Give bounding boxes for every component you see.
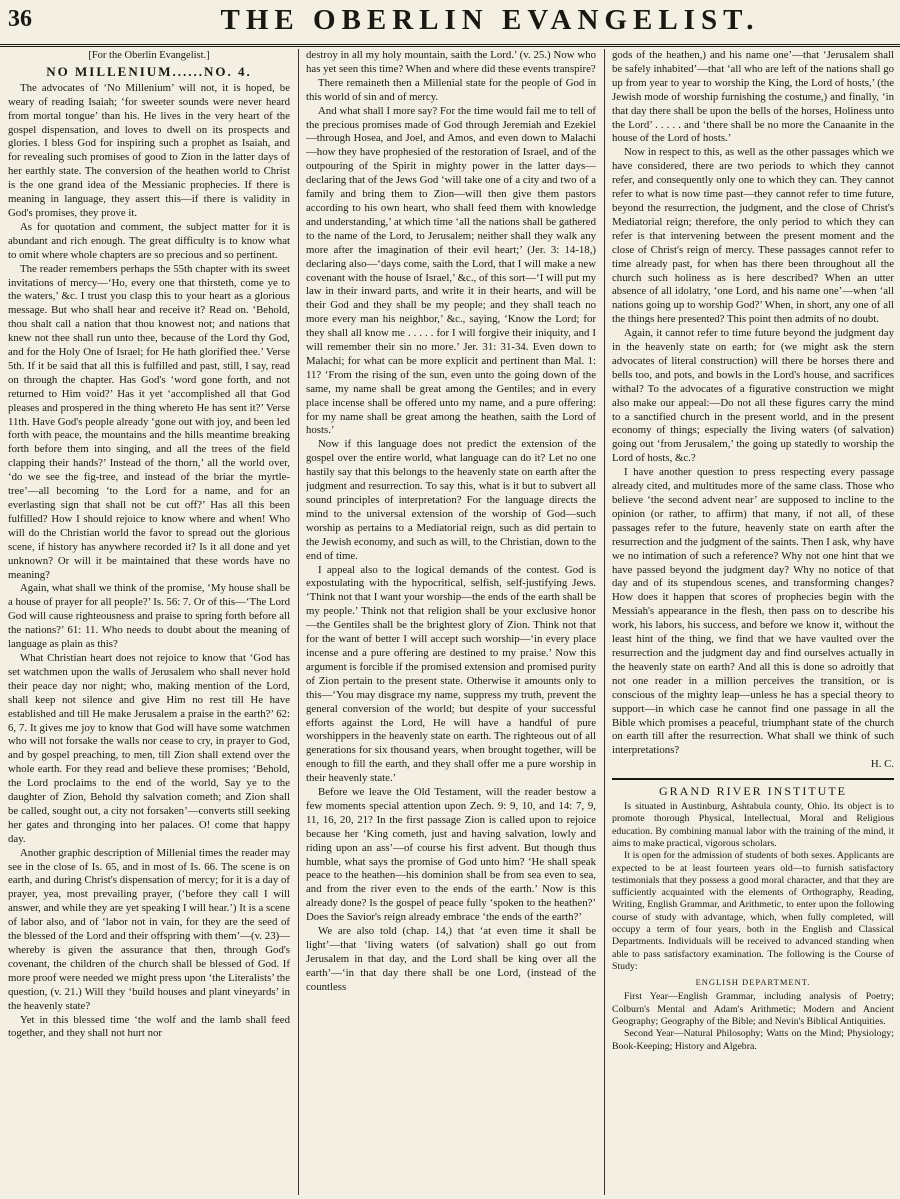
ad-course-year: First Year—English Grammar, including analysis of Poetry; Colburn's Mental and Adam's Arithmetic; Modern and Ancient Geography; Geography of the Bible; and Nevin's Biblical Antiquities.	[612, 991, 894, 1028]
paragraph: Another graphic description of Millenial times the reader may see in the close of Is. 65, and in most of Is. 66. The scene is on earth, and during Christ's dispensation of mercy; for it is a day of prayer, yea, most prevailing prayer, (‘before they call I will answer, and while they are yet speaking I will hear.’) It is a scene of labor also, and of ‘labor not in vain, for they are the seed of the blessed of the Lord and their offspring with them’—(v. 23)—whereby is given the assurance that then, through God's covenant, the children of the church shall be blessed of God. If more proof were needed we might press upon ‘the Literalists’ the question, (v. 21.) Will they ‘build houses and plant vineyards’ in the heavenly state?	[8, 846, 290, 1012]
paragraph: Now in respect to this, as well as the other passages which we have considered, there are two periods to which they cannot refer, and consequently only one to which they can. They cannot refer to what is now time past—they cannot refer to time future, beyond the resurrection, the judgment, and the close of Christ's Mediatorial reign; therefore, the only period to which they can refer is that intervening between the present moment and the close of Christ's reign of mercy. These passages cannot refer to time already past, for when has there been throughout all the church such holiness as is here described? When an utter absence of all idolatry, ‘one Lord, and his name one’—when ‘all nations going up to worship God?’ When, in short, any one of all the things here presented? This point then admits of no doubt.	[612, 146, 894, 326]
paragraph: I appeal also to the logical demands of the contest. God is expostulating with the hypocritical, selfish, self-justifying Jews. ‘Think not that I want your worship—the ends of the earth shall be my people.’ Think not that religion shall be your exclusive honor—the Gentiles shall be the brightest glory of Zion. Think not that for the want of better I will accept such worship—‘in every place incense and a pure offering are destined to my praise.’ Now this argument is forcible if the promised extension and promised purity of Zion pertain to the present state. Otherwise it amounts only to this—‘You may disgrace my name, suppress my truth, prevent the general conversion of the world; but despite of your successful efforts against the Lord, He will have a handful of pure worshippers in the heavenly state on earth. The righteous out of all generations for six thousand years, when brought together, will be enough to fill the earth, and they shall offer me a pure worship in their heavenly state.’	[306, 563, 596, 785]
paragraph: Again, it cannot refer to time future beyond the judgment day in the heavenly state on earth; for (we might ask the stern advocates of literal construction) will there be horses there and bells too, and pots, and bowls in the Lord's house, and sacrifices withal? To the advocates of a figurative construction we might also make our appeal:—Do not all these figures carry the mind to a sanctified church in the present world, and in the present economy of things; especially the living waters (of salvation) going out ‘from Jerusalem,’ the going up statedly to worship the Lord of hosts, &c.?	[612, 327, 894, 465]
paragraph: There remaineth then a Millenial state for the people of God in this world of sin and of mercy.	[306, 76, 596, 103]
paragraph: As for quotation and comment, the subject matter for it is abundant and rich enough. The great difficulty is to know what to omit where whole chapters are so precious and so pertinent.	[8, 220, 290, 261]
paragraph: I have another question to press respecting every passage already cited, and multitudes more of the same class. Those who believe ‘the second advent near’ are supposed to incline to the opinion (or rather, to affirm) that many, if not all, of these passages refer to the future, heavenly state on earth after the resurrection and the judgment of the saints. Then I ask, why have we no intimation of such a reference? Why not one hint that we have passed beyond the judgment day? Why no notice of that day and of its stupendous scenes, and transforming changes? How does it happen that scores of prophecies begin with the Messiah's appearance in the flesh, then pass on to describe his work, his labors, his success, and before we know it, without the least hint of the thing, we find that we have vaulted over the resurrection and the judgment day and find ourselves actually in the heavenly state on earth? And all this is done so adroitly that not one reader in a million perceives the transition, or is conscious of the mighty leap—unless he has a special theory to support—in which case he cannot find one passage in all the Bible which promises a peaceful, triumphant state of the church on earth till after the resurrection. What shall we think of such interpretations?	[612, 466, 894, 757]
ad-body	[612, 801, 894, 1053]
paragraph: Now if this language does not predict the extension of the gospel over the entire world, what language can do it? Let no one hastily say that this belongs to the heavenly state on earth after the judgment and resurrection. To say this, what is it but to subvert all sound principles of interpretation? For the language directs the mind to the universal extension of the worship of God—such worship as pertains to a Mediatorial reign, such as did pertain to the Jewish economy, and such as will, to the Christian, down to the end of time.	[306, 438, 596, 562]
column-rule	[604, 49, 605, 1195]
column-3	[612, 49, 894, 1195]
paragraph: gods of the heathen,) and his name one’—that ‘Jerusalem shall be safely inhabited’—that ‘all who are left of the nations shall go up from year to year to worship the King, the Lord of hosts,’ (the Jewish mode of worship furnishing the costume,) and finally, ‘in that day there shall be upon the bells of the horses, Holiness unto the Lord’ . . . . . and ‘there shall be no more the Canaanite in the house of the Lord of hosts.’	[612, 49, 894, 145]
masthead	[0, 0, 900, 47]
article-title: NO MILLENIUM......NO. 4.	[46, 63, 252, 79]
article-credit: [For the Oberlin Evangelist.]	[88, 50, 210, 61]
paragraph: The reader remembers perhaps the 55th chapter with its sweet invitations of mercy—‘Ho, every one that thirsteth, come ye to the waters,’ &c. I trust you clasp this to your heart as a glorious message. But who shall hear and receive it? Read on. ‘Behold, thou shalt call a nation that thou knowest not; and nations that knew not thee shall run unto thee, because of the Lord thy God, and for the Holy One of Israel; for He hath glorified thee.’ Verse 5th. If it be said that all this is fulfilled and past, still, I say, read on through the chapter. Has God's ‘word gone forth, and not returned to Him void?’ Has it yet ‘accomplished all that God pleases and prospered in the thing whereto He has sent it?’ Verse 11th. Have God's people already ‘gone out with joy, and been led forth with peace, the mountains and the hills meantime breaking forth before them into singing, and all the trees of the field clapping their hands?’ Instead of the thorn,’ all the world over, ‘do we see the fig-tree, and instead of the briar the myrtle-tree’—all becoming ‘to the Lord for a name, and for an everlasting sign that shall not be cut off?’ Has all this been fulfilled? How I should rejoice to know where and when! Who will do the Christian world the favor to spread out the glorious scene, if history has anywhere recorded it? Is it all done and yet unknown? Or will it be maintained that these words have no meaning?	[8, 262, 290, 581]
article-signature: H. C.	[870, 758, 894, 771]
newspaper-title: THE OBERLIN EVANGELIST.	[220, 4, 760, 36]
column-1	[8, 49, 290, 1195]
paragraph: Again, what shall we think of the promise, ‘My house shall be a house of prayer for all people?’ Is. 56: 7. Or of this—‘The Lord God will cause righteousness and praise to spring forth before all the nations?’ 61: 11. Who needs to doubt about the meaning of language as plain as this?	[8, 582, 290, 651]
paragraph: destroy in all my holy mountain, saith the Lord.’ (v. 25.) Now who has yet seen this time? When and where did these events transpire?	[306, 49, 596, 75]
page-number: 36	[8, 6, 32, 32]
paragraph: We are also told (chap. 14,) that ‘at even time it shall be light’—that ‘living waters (of salvation) shall go out from Jerusalem in that day, and the Lord shall be king over all the earth’—‘in that day there shall be one Lord, (instead of the countless	[306, 925, 596, 993]
ad-department-heading: ENGLISH DEPARTMENT.	[695, 977, 811, 988]
column-2	[306, 49, 596, 1195]
ad-course-year: Second Year—Natural Philosophy; Watts on the Mind; Physiology; Book-Keeping; History and Algebra.	[612, 1028, 894, 1052]
paragraph: Yet in this blessed time ‘the wolf and the lamb shall feed together, and they shall not hurt nor	[8, 1013, 290, 1040]
column-rule	[298, 49, 299, 1195]
ad-paragraph: It is open for the admission of students of both sexes. Applicants are expected to be at least fourteen years old—to furnish satisfactory testimonials that they possess a good moral character, and that they are sufficiently acquainted with the elements of Orthography, Reading, Writing, English Grammar, and Arithmetic, to enter upon the following course of study with advantage, which, when fully completed, will occupy a term of four years, both in the English and Classical Departments. Individuals will be received to advanced standing when able to pass satisfactory examination. The following is the Course of Study:	[612, 850, 894, 972]
ad-paragraph: Is situated in Austinburg, Ashtabula county, Ohio. Its object is to promote thorough Physical, Intellectual, Moral and Religious education. By combining manual labor with the training of the mind, it aims to make practical, vigorous scholars.	[612, 801, 894, 849]
ad-divider	[612, 778, 894, 780]
paragraph: Before we leave the Old Testament, will the reader bestow a few moments special attention upon Zech. 9: 9, 10, and 14: 7, 9, 11, 16, 20, 21? In the first passage Zion is called upon to rejoice because her ‘King cometh, just and having salvation, lowly and riding upon an ass’—of course his first advent. But though thus humble, what says the promise of God unto him? ‘He shall speak peace to the heathen—his dominion shall be from sea even to sea, and from the river even to the ends of the earth.’ Now is this already done? Is the gospel of peace fully ‘spoken to the heathen?’ Does the Savior's reign already embrace ‘the ends of the earth?’	[306, 786, 596, 924]
paragraph: What Christian heart does not rejoice to know that ‘God has set watchmen upon the walls of Jerusalem who shall never hold their peace day nor night; who, making mention of the Lord, shall keep not silence and give Him no rest till He have established and till He make Jerusalem a praise in the earth?’ 62: 6, 7. It gives me joy to know that God will have some watchmen who will not forsake the walls nor cease to cry, in prayer to God, and by gospel preaching, to men, till Zion shall extend over the whole earth. For they read and believe these promises; ‘Behold, the Lord proclaims to the end of the world, Say ye to the daughter of Zion, Behold thy salvation cometh; and Zion shall be called, sought out, a city not forsaken’—converts still seeking her gates and thronging into her palaces. O! come that happy day.	[8, 651, 290, 845]
paragraph: The advocates of ‘No Millenium’ will not, it is hoped, be weary of reading Isaiah; ‘for sweeter sounds were never heard from mortal tongue’ than his. He lives in the very heart of the gospel dispensation, and loves to dwell on its prospects and glories. I bless God for inspiring such a prophet as Isaiah, and for revealing such promises of good to Zion in the latter days of her earthly state. The conversion of the heathen world to Christ is the one grand idea of the Messianic prophecies. If there is meaning in language, they assert this—if there is validity in God's promises, they prove it.	[8, 81, 290, 219]
ad-title: GRAND RIVER INSTITUTE	[659, 784, 847, 799]
paragraph: And what shall I more say? For the time would fail me to tell of the precious promises made of God through Jeremiah and Ezekiel—through Hosea, and Joel, and Amos, and even down to Malachi—how they have prophesied of the restoration of Israel, and of the outpouring of the Spirit in mighty power in the latter days—declaring that of the Jews God ‘will take one of a city and two of a family and bring them to Zion—will then give them pastors according to his own heart, who shall feed them with knowledge and understanding,’ at which time ‘all the nations shall be gathered to the name of the Lord, to Jerusalem; neither shall they walk any more after the imagination of their evil heart;’ (Jer. 3: 14-18,) declaring also—‘days come, saith the Lord, that I will make a new covenant with the house of Israel,’ &c., of this sort—‘I will put my law in their inward parts, and write it in their hearts, and will be their God and they shall be my people; and they shall teach no more every man his neighbor,’ &c., saying, ‘Know the Lord; for they shall all know me . . . . . for I will forgive their iniquity, and I will remember their sin no more.’ Jer. 31: 31-34. Even down to Malachi; for what can be more explicit and pertinent than Mal. 1: 11? ‘From the rising of the sun, even unto the going down of the same, my name shall be great among the Gentiles; and in every place incense shall be offered unto my name, and a pure offering: for my name shall be great among the heathen, saith the Lord of hosts.’	[306, 104, 596, 437]
